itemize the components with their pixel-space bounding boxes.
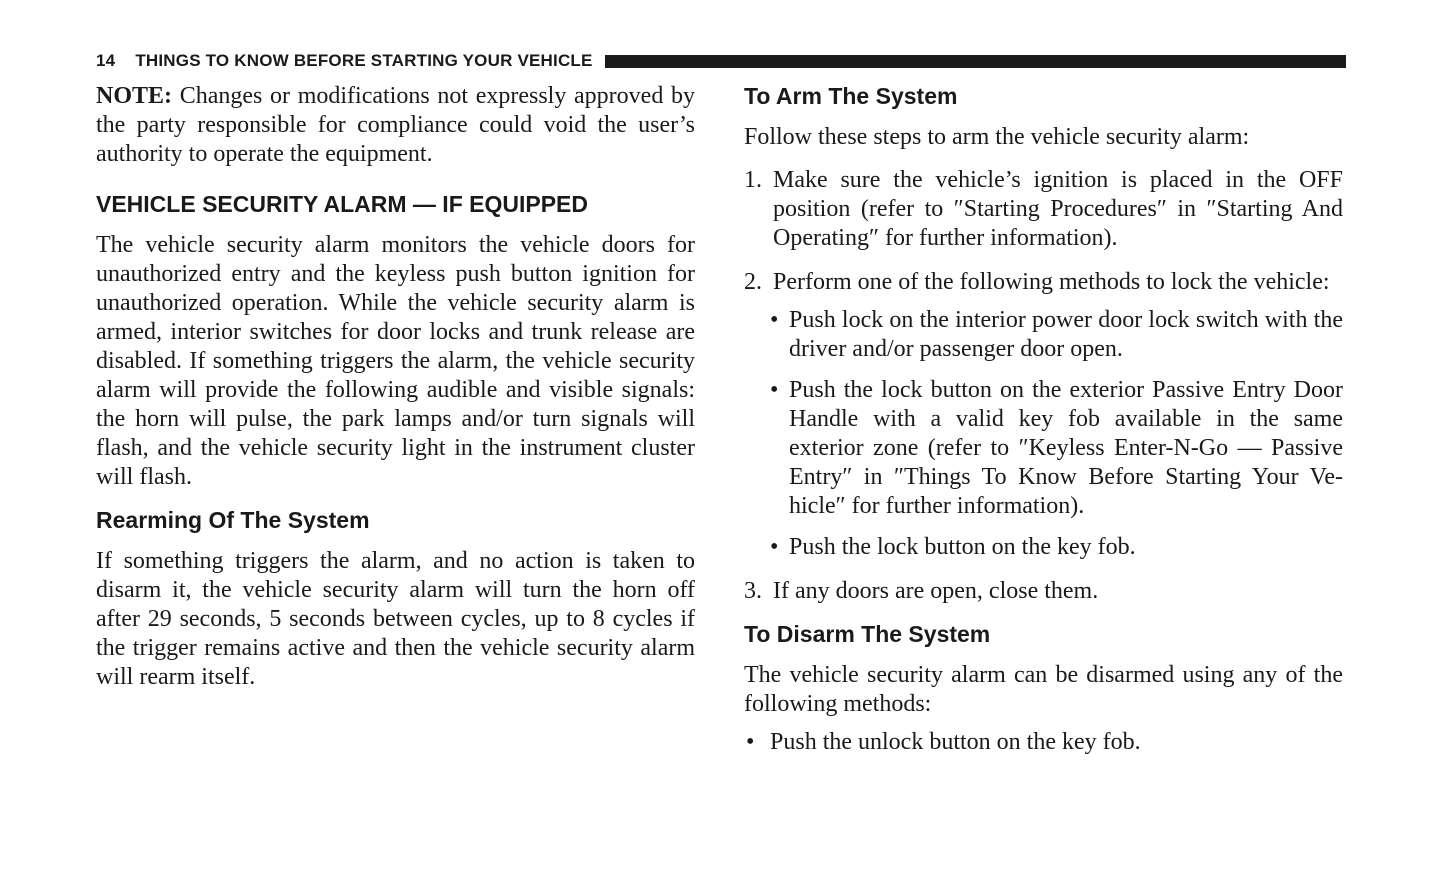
disarm-method-1 (744, 728, 1343, 757)
page-number: 14 (96, 51, 116, 70)
arm-intro: Follow these steps to arm the vehicle security alarm: (744, 124, 1250, 150)
disarm-intro: The vehicle security alarm can be disarmed using any of the following methods: (744, 662, 1343, 717)
bullet-dot: • (770, 534, 779, 560)
rearming-heading: Rearming Of The System (96, 507, 370, 533)
step-number: 1. (744, 167, 762, 193)
step-number: 2. (744, 269, 762, 295)
right-column (744, 82, 1343, 757)
lock-method-text: Push lock on the interior power door lock switch with the driver and/or passenger door open. (789, 307, 1343, 362)
step-text: If any doors are open, close them. (773, 578, 1099, 604)
arm-step-3 (744, 577, 1343, 606)
left-column (96, 82, 695, 692)
note-paragraph (96, 82, 695, 169)
lock-method-3 (744, 533, 1343, 562)
note-text: Changes or modifications not expressly approved by the party responsible for compliance could void the user’s authority to operate the equipment. (96, 83, 695, 167)
page-header (96, 50, 1346, 72)
header-rule (605, 55, 1346, 68)
bullet-dot: • (770, 377, 779, 403)
security-alarm-heading: VEHICLE SECURITY ALARM — IF EQUIPPED (96, 191, 588, 217)
note-label: NOTE: (96, 83, 173, 109)
lock-method-2 (744, 376, 1343, 521)
lock-method-text: Push the lock button on the key fob. (789, 534, 1136, 560)
step-text: Make sure the vehicle’s ignition is placed in the OFF position (refer to ″Starting Procedures″ in ″Starting And Operating″ for further information). (773, 167, 1343, 251)
arm-system-heading: To Arm The System (744, 83, 958, 109)
step-text: Perform one of the following methods to lock the vehicle: (773, 269, 1330, 295)
lock-method-1 (744, 306, 1343, 364)
lock-method-text: Push the lock button on the exterior Passive Entry Door Handle with a valid key fob available in the same exterior zone (refer to ″Keyless Enter-N-Go — Passive Entry″ in ″Things To Know Before Starting Your Ve-hicle″ for further information). (789, 377, 1343, 519)
step-number: 3. (744, 578, 762, 604)
bullet-dot: • (746, 729, 755, 755)
arm-step-1 (744, 166, 1343, 253)
rearming-paragraph: If something triggers the alarm, and no action is taken to disarm it, the vehicle security alarm will turn the horn off after 29 seconds, 5 seconds between cycles, up to 8 cycles if the trigger remains active and then the vehicle security alarm will rearm itself. (96, 548, 695, 690)
arm-step-2 (744, 268, 1343, 297)
security-alarm-paragraph: The vehicle security alarm monitors the vehicle doors for unauthorized entry and the keyless push button ignition for unauthorized operation. While the vehicle security alarm is armed, interior switches for door locks and trunk release are disabled. If something triggers the alarm, the vehicle security alarm will provide the following audible and visible signals: the horn will pulse, the park lamps and/or turn signals will flash, and the vehicle security light in the instrument cluster will flash. (96, 232, 695, 490)
bullet-dot: • (770, 307, 779, 333)
disarm-method-text: Push the unlock button on the key fob. (770, 729, 1141, 755)
section-title: THINGS TO KNOW BEFORE STARTING YOUR VEHICLE (135, 51, 593, 70)
disarm-system-heading: To Disarm The System (744, 621, 991, 647)
